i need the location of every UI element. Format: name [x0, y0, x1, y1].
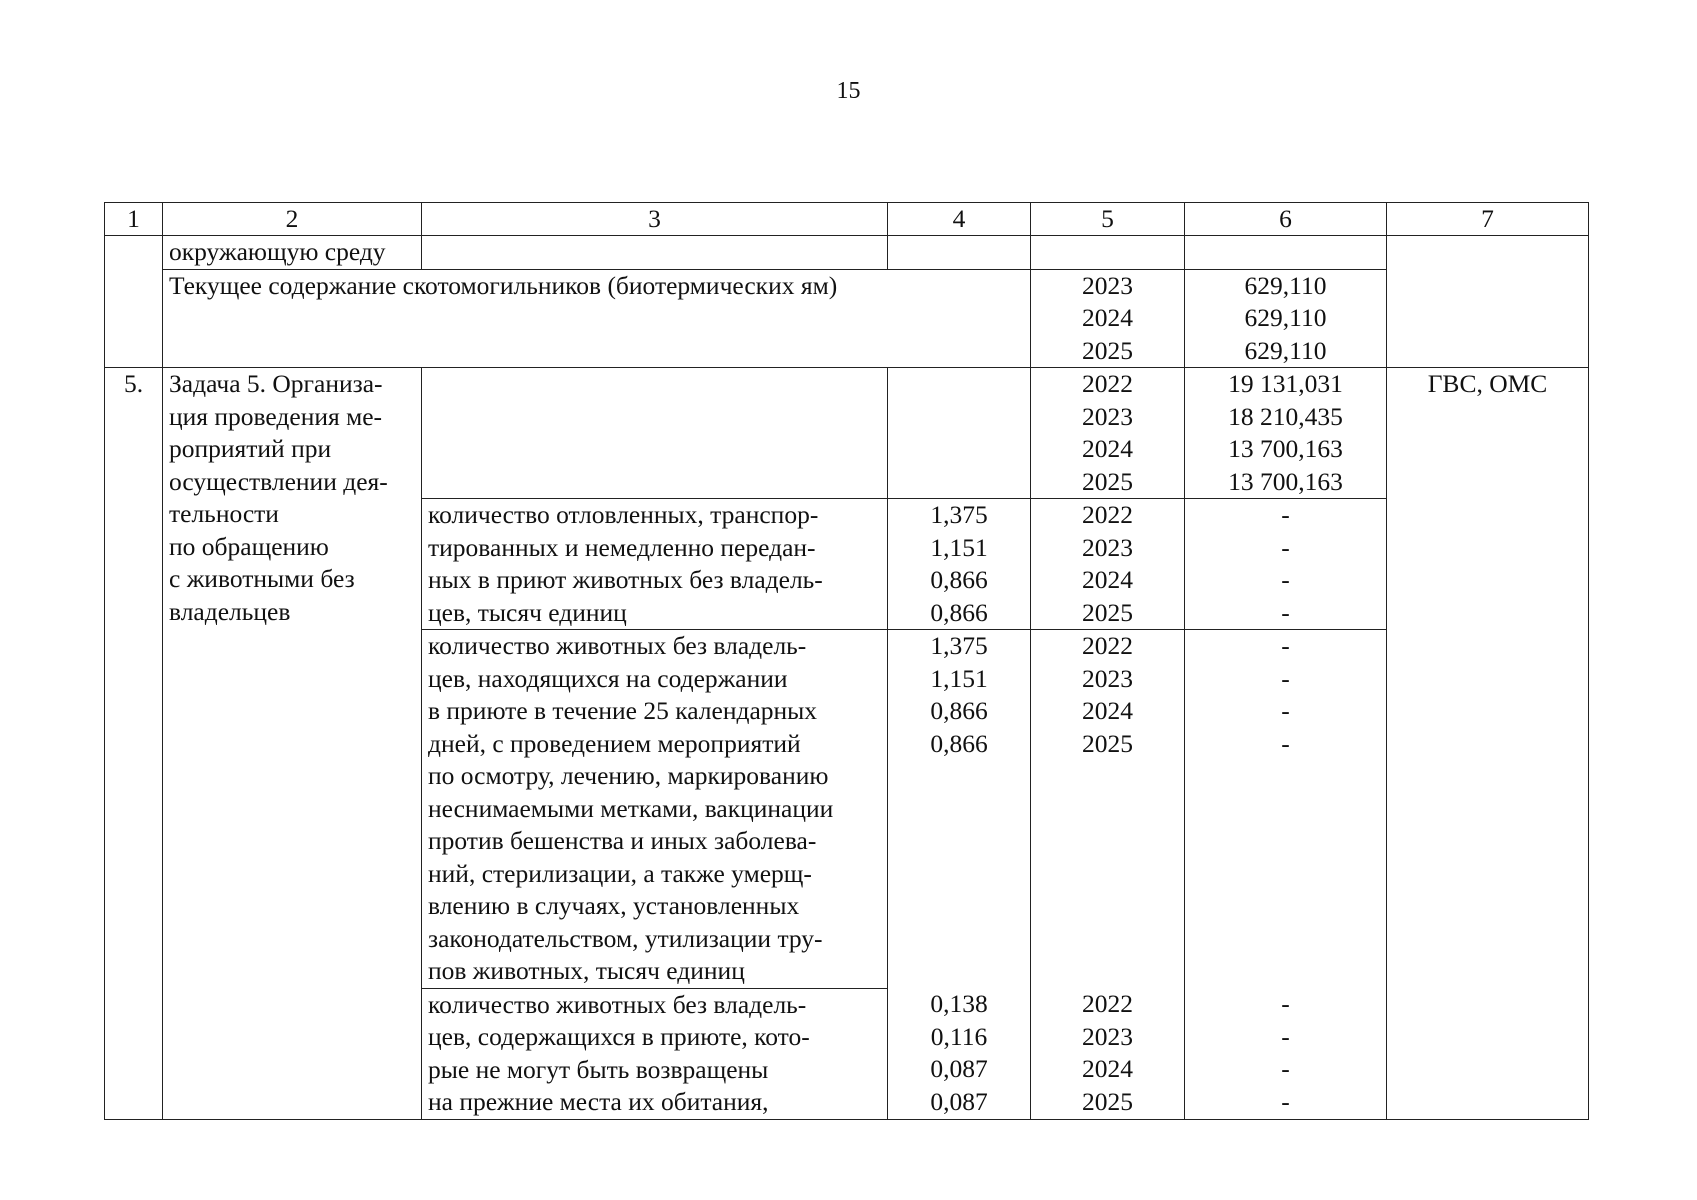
page-number: 15: [836, 78, 861, 104]
funding-cell: [1185, 988, 1387, 1119]
indicator-line: цев, находящихся на содержании: [428, 663, 788, 693]
indicator-line: в приюте в течение 25 календарных: [428, 696, 818, 725]
year: 2024: [1082, 696, 1133, 725]
indicator-value: 0,087: [930, 1054, 988, 1083]
funding-value: -: [1281, 500, 1290, 529]
task-number: 5.: [105, 368, 163, 1120]
indicator-values: [888, 630, 1031, 989]
task-title-line: ция проведения ме-: [169, 401, 383, 431]
years-cell: [1031, 630, 1185, 989]
funding-value: -: [1281, 1086, 1290, 1116]
funding-value: -: [1281, 597, 1290, 627]
indicator-line: рые не могут быть возвращены: [428, 1054, 769, 1084]
empty-cell: [888, 368, 1031, 499]
year: 2024: [1082, 1054, 1133, 1083]
funding-cell: [1185, 630, 1387, 989]
year: 2022: [1082, 631, 1133, 660]
funding-value: -: [1281, 989, 1290, 1018]
year: 2024: [1082, 565, 1133, 594]
task-title-line: Задача 5. Организа-: [169, 369, 383, 398]
funding-value: -: [1281, 1021, 1290, 1051]
year: 2025: [1082, 597, 1133, 627]
indicator-description: [422, 630, 888, 989]
years-cell: [1031, 499, 1185, 630]
funding-value: -: [1281, 565, 1290, 594]
empty-cell: [888, 236, 1031, 270]
indicator-line: тированных и немедленно передан-: [428, 532, 816, 562]
program-table: [104, 202, 1589, 1120]
indicator-line: дней, с проведением мероприятий: [428, 728, 801, 758]
year: 2023: [1082, 270, 1133, 300]
funding-cell: [1185, 499, 1387, 630]
header-cell: 6: [1185, 203, 1387, 236]
empty-cell: [1031, 236, 1185, 270]
indicator-line: цев, тысяч единиц: [428, 597, 627, 627]
header-cell: 4: [888, 203, 1031, 236]
indicator-line: ных в приют животных без владель-: [428, 565, 823, 594]
indicator-line: влению в случаях, установленных: [428, 891, 800, 920]
indicator-line: на прежние места их обитания,: [428, 1087, 769, 1116]
funding-value: -: [1281, 663, 1290, 693]
indicator-line: против бешенства и иных заболева-: [428, 826, 817, 855]
year: 2023: [1082, 1021, 1133, 1051]
indicator-values: [888, 988, 1031, 1119]
year: 2023: [1082, 401, 1133, 431]
indicator-value: 0,866: [930, 728, 988, 758]
indicator-value: 0,116: [930, 1021, 988, 1051]
empty-cell: [422, 236, 888, 270]
number-cell: [105, 236, 163, 368]
header-cell: 1: [105, 203, 163, 236]
indicator-value: 1,375: [930, 631, 988, 660]
indicator-line: количество отловленных, транспор-: [428, 500, 819, 529]
funding-value: -: [1281, 696, 1290, 725]
task-title: [163, 368, 422, 1120]
task-title-line: по обращению: [169, 531, 329, 561]
empty-cell: [1185, 236, 1387, 270]
year: 2024: [1082, 303, 1133, 332]
year: 2024: [1082, 434, 1133, 463]
indicator-value: 1,151: [930, 532, 988, 562]
indicator-line: пов животных, тысяч единиц: [428, 956, 745, 985]
task-title-line: с животными без: [169, 564, 355, 593]
indicator-line: законодательством, утилизации тру-: [428, 923, 823, 953]
funding-value: 629,110: [1244, 303, 1327, 332]
indicator-line: неснимаемыми метками, вакцинации: [428, 793, 834, 823]
indicator-value: 0,866: [930, 597, 988, 627]
funding-value: -: [1281, 728, 1290, 758]
years-cell: [1031, 988, 1185, 1119]
indicator-value: 0,866: [930, 565, 988, 594]
indicator-line: количество животных без владель-: [428, 631, 807, 660]
funding-value: -: [1281, 532, 1290, 562]
header-cell: 5: [1031, 203, 1185, 236]
year: 2025: [1082, 728, 1133, 758]
header-cell: 2: [163, 203, 422, 236]
header-row: [105, 203, 1589, 236]
empty-cell: [422, 368, 888, 499]
row-description: Текущее содержание скотомогильников (биотермических ям): [163, 269, 1031, 368]
executors-cell: ГВС, ОМС: [1387, 368, 1589, 1120]
funding-value: -: [1281, 1054, 1290, 1083]
year: 2023: [1082, 663, 1133, 693]
table-row: [105, 269, 1589, 368]
funding-value: 18 210,435: [1228, 401, 1343, 431]
year: 2022: [1082, 989, 1133, 1018]
funding-value: 13 700,163: [1228, 466, 1343, 496]
year: 2025: [1082, 466, 1133, 496]
indicator-value: 0,866: [930, 696, 988, 725]
year: 2025: [1082, 1086, 1133, 1116]
funding-value: 629,110: [1244, 335, 1327, 365]
year: 2023: [1082, 532, 1133, 562]
years-cell: [1031, 269, 1185, 368]
funding-value: 629,110: [1244, 270, 1327, 300]
year: 2022: [1082, 500, 1133, 529]
indicator-description: [422, 499, 888, 630]
task-title-line: тельности: [169, 499, 279, 528]
task-title-line: владельцев: [169, 596, 291, 626]
years-cell: [1031, 368, 1185, 499]
funding-value: -: [1281, 631, 1290, 660]
indicator-line: количество животных без владель-: [428, 989, 807, 1019]
indicator-line: ний, стерилизации, а также умерщ-: [428, 858, 812, 888]
task-title-line: осуществлении дея-: [169, 466, 388, 496]
header-cell: 7: [1387, 203, 1589, 236]
executors-cell: [1387, 236, 1589, 368]
year: 2025: [1082, 335, 1133, 365]
year: 2022: [1082, 369, 1133, 398]
funding-value: 19 131,031: [1228, 369, 1343, 398]
indicator-values: [888, 499, 1031, 630]
table-row: [105, 368, 1589, 499]
indicator-line: по осмотру, лечению, маркированию: [428, 761, 829, 790]
indicator-line: цев, содержащихся в приюте, кото-: [428, 1022, 810, 1051]
indicator-value: 1,375: [930, 500, 988, 529]
indicator-value: 0,138: [930, 989, 988, 1018]
funding-value: 13 700,163: [1228, 434, 1343, 463]
header-cell: 3: [422, 203, 888, 236]
indicator-value: 1,151: [930, 663, 988, 693]
task-title-line: роприятий при: [169, 434, 332, 463]
continuation-text: окружающую среду: [163, 236, 422, 270]
table-row: [105, 236, 1589, 270]
indicator-value: 0,087: [930, 1086, 988, 1116]
funding-cell: [1185, 368, 1387, 499]
funding-cell: [1185, 269, 1387, 368]
indicator-description: [422, 988, 888, 1119]
